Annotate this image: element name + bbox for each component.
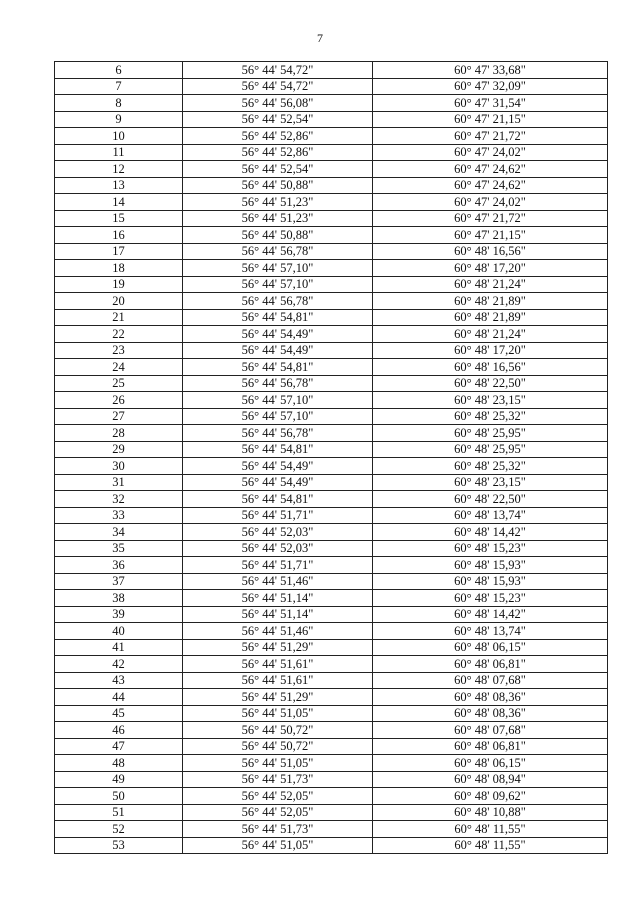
latitude-cell: 56° 44' 50,72": [183, 722, 373, 739]
longitude-cell: 60° 48' 21,89": [373, 309, 608, 326]
longitude-cell: 60° 48' 15,93": [373, 573, 608, 590]
table-row: [55, 227, 608, 244]
point-number-cell: 17: [55, 243, 183, 260]
latitude-cell: 56° 44' 54,49": [183, 458, 373, 475]
table-row: [55, 837, 608, 854]
longitude-cell: 60° 47' 21,72": [373, 210, 608, 227]
point-number-cell: 29: [55, 441, 183, 458]
table-row: [55, 639, 608, 656]
latitude-cell: 56° 44' 51,05": [183, 755, 373, 772]
longitude-cell: 60° 48' 25,32": [373, 408, 608, 425]
latitude-cell: 56° 44' 52,05": [183, 788, 373, 805]
longitude-cell: 60° 48' 13,74": [373, 623, 608, 640]
table-row: [55, 557, 608, 574]
table-row: [55, 210, 608, 227]
longitude-cell: 60° 48' 10,88": [373, 804, 608, 821]
longitude-cell: 60° 48' 25,95": [373, 425, 608, 442]
longitude-cell: 60° 48' 06,81": [373, 738, 608, 755]
latitude-cell: 56° 44' 51,29": [183, 639, 373, 656]
longitude-cell: 60° 47' 24,02": [373, 144, 608, 161]
latitude-cell: 56° 44' 54,81": [183, 491, 373, 508]
latitude-cell: 56° 44' 54,81": [183, 309, 373, 326]
table-row: [55, 458, 608, 475]
latitude-cell: 56° 44' 52,05": [183, 804, 373, 821]
latitude-cell: 56° 44' 51,14": [183, 606, 373, 623]
table-row: [55, 590, 608, 607]
latitude-cell: 56° 44' 51,71": [183, 557, 373, 574]
latitude-cell: 56° 44' 51,61": [183, 672, 373, 689]
table-row: [55, 408, 608, 425]
table-row: [55, 821, 608, 838]
longitude-cell: 60° 47' 33,68": [373, 62, 608, 79]
longitude-cell: 60° 48' 15,23": [373, 590, 608, 607]
table-row: [55, 144, 608, 161]
point-number-cell: 37: [55, 573, 183, 590]
longitude-cell: 60° 48' 25,95": [373, 441, 608, 458]
latitude-cell: 56° 44' 52,03": [183, 524, 373, 541]
latitude-cell: 56° 44' 54,81": [183, 359, 373, 376]
longitude-cell: 60° 48' 07,68": [373, 722, 608, 739]
point-number-cell: 6: [55, 62, 183, 79]
latitude-cell: 56° 44' 51,23": [183, 210, 373, 227]
point-number-cell: 18: [55, 260, 183, 277]
point-number-cell: 36: [55, 557, 183, 574]
table-row: [55, 243, 608, 260]
latitude-cell: 56° 44' 51,73": [183, 771, 373, 788]
point-number-cell: 22: [55, 326, 183, 343]
latitude-cell: 56° 44' 51,46": [183, 623, 373, 640]
table-row: [55, 111, 608, 128]
table-row: [55, 705, 608, 722]
longitude-cell: 60° 47' 21,15": [373, 111, 608, 128]
point-number-cell: 13: [55, 177, 183, 194]
table-row: [55, 78, 608, 95]
table-row: [55, 573, 608, 590]
table-row: [55, 309, 608, 326]
longitude-cell: 60° 48' 06,81": [373, 656, 608, 673]
longitude-cell: 60° 48' 17,20": [373, 342, 608, 359]
point-number-cell: 15: [55, 210, 183, 227]
point-number-cell: 9: [55, 111, 183, 128]
latitude-cell: 56° 44' 56,78": [183, 425, 373, 442]
latitude-cell: 56° 44' 56,78": [183, 293, 373, 310]
longitude-cell: 60° 48' 21,24": [373, 276, 608, 293]
table-row: [55, 95, 608, 112]
longitude-cell: 60° 48' 11,55": [373, 821, 608, 838]
point-number-cell: 49: [55, 771, 183, 788]
latitude-cell: 56° 44' 57,10": [183, 260, 373, 277]
point-number-cell: 44: [55, 689, 183, 706]
table-row: [55, 194, 608, 211]
latitude-cell: 56° 44' 54,49": [183, 326, 373, 343]
table-row: [55, 623, 608, 640]
longitude-cell: 60° 47' 21,72": [373, 128, 608, 145]
point-number-cell: 52: [55, 821, 183, 838]
point-number-cell: 41: [55, 639, 183, 656]
point-number-cell: 25: [55, 375, 183, 392]
longitude-cell: 60° 48' 08,36": [373, 705, 608, 722]
point-number-cell: 43: [55, 672, 183, 689]
longitude-cell: 60° 48' 22,50": [373, 491, 608, 508]
point-number-cell: 45: [55, 705, 183, 722]
point-number-cell: 33: [55, 507, 183, 524]
table-row: [55, 425, 608, 442]
longitude-cell: 60° 47' 24,62": [373, 161, 608, 178]
point-number-cell: 32: [55, 491, 183, 508]
longitude-cell: 60° 48' 21,24": [373, 326, 608, 343]
latitude-cell: 56° 44' 52,86": [183, 144, 373, 161]
point-number-cell: 10: [55, 128, 183, 145]
point-number-cell: 28: [55, 425, 183, 442]
latitude-cell: 56° 44' 52,54": [183, 161, 373, 178]
coordinates-table: [54, 61, 608, 854]
latitude-cell: 56° 44' 51,46": [183, 573, 373, 590]
latitude-cell: 56° 44' 57,10": [183, 392, 373, 409]
point-number-cell: 24: [55, 359, 183, 376]
latitude-cell: 56° 44' 57,10": [183, 408, 373, 425]
table-row: [55, 804, 608, 821]
point-number-cell: 20: [55, 293, 183, 310]
longitude-cell: 60° 48' 07,68": [373, 672, 608, 689]
latitude-cell: 56° 44' 56,78": [183, 243, 373, 260]
point-number-cell: 16: [55, 227, 183, 244]
table-row: [55, 177, 608, 194]
longitude-cell: 60° 48' 16,56": [373, 243, 608, 260]
table-row: [55, 474, 608, 491]
latitude-cell: 56° 44' 51,23": [183, 194, 373, 211]
latitude-cell: 56° 44' 54,49": [183, 342, 373, 359]
table-row: [55, 441, 608, 458]
table-row: [55, 276, 608, 293]
longitude-cell: 60° 48' 23,15": [373, 474, 608, 491]
latitude-cell: 56° 44' 51,05": [183, 705, 373, 722]
latitude-cell: 56° 44' 56,78": [183, 375, 373, 392]
point-number-cell: 23: [55, 342, 183, 359]
latitude-cell: 56° 44' 51,61": [183, 656, 373, 673]
longitude-cell: 60° 48' 15,93": [373, 557, 608, 574]
table-row: [55, 62, 608, 79]
point-number-cell: 38: [55, 590, 183, 607]
table-row: [55, 672, 608, 689]
point-number-cell: 51: [55, 804, 183, 821]
table-row: [55, 540, 608, 557]
longitude-cell: 60° 47' 21,15": [373, 227, 608, 244]
table-row: [55, 738, 608, 755]
table-row: [55, 392, 608, 409]
latitude-cell: 56° 44' 50,72": [183, 738, 373, 755]
longitude-cell: 60° 48' 17,20": [373, 260, 608, 277]
point-number-cell: 46: [55, 722, 183, 739]
latitude-cell: 56° 44' 51,29": [183, 689, 373, 706]
latitude-cell: 56° 44' 51,14": [183, 590, 373, 607]
table-row: [55, 755, 608, 772]
table-row: [55, 342, 608, 359]
point-number-cell: 21: [55, 309, 183, 326]
longitude-cell: 60° 48' 15,23": [373, 540, 608, 557]
point-number-cell: 34: [55, 524, 183, 541]
longitude-cell: 60° 48' 23,15": [373, 392, 608, 409]
longitude-cell: 60° 48' 08,36": [373, 689, 608, 706]
table-row: [55, 689, 608, 706]
table-row: [55, 788, 608, 805]
latitude-cell: 56° 44' 56,08": [183, 95, 373, 112]
longitude-cell: 60° 48' 08,94": [373, 771, 608, 788]
point-number-cell: 40: [55, 623, 183, 640]
latitude-cell: 56° 44' 54,72": [183, 62, 373, 79]
latitude-cell: 56° 44' 52,54": [183, 111, 373, 128]
table-row: [55, 656, 608, 673]
latitude-cell: 56° 44' 50,88": [183, 177, 373, 194]
point-number-cell: 14: [55, 194, 183, 211]
latitude-cell: 56° 44' 54,49": [183, 474, 373, 491]
table-row: [55, 606, 608, 623]
latitude-cell: 56° 44' 54,72": [183, 78, 373, 95]
point-number-cell: 53: [55, 837, 183, 854]
point-number-cell: 48: [55, 755, 183, 772]
point-number-cell: 27: [55, 408, 183, 425]
table-row: [55, 524, 608, 541]
latitude-cell: 56° 44' 51,73": [183, 821, 373, 838]
table-row: [55, 771, 608, 788]
longitude-cell: 60° 48' 22,50": [373, 375, 608, 392]
point-number-cell: 47: [55, 738, 183, 755]
point-number-cell: 7: [55, 78, 183, 95]
table-row: [55, 326, 608, 343]
point-number-cell: 39: [55, 606, 183, 623]
coordinates-table-body: [55, 62, 608, 854]
point-number-cell: 8: [55, 95, 183, 112]
table-row: [55, 293, 608, 310]
point-number-cell: 12: [55, 161, 183, 178]
table-row: [55, 260, 608, 277]
point-number-cell: 50: [55, 788, 183, 805]
latitude-cell: 56° 44' 51,71": [183, 507, 373, 524]
longitude-cell: 60° 47' 32,09": [373, 78, 608, 95]
table-row: [55, 359, 608, 376]
latitude-cell: 56° 44' 51,05": [183, 837, 373, 854]
longitude-cell: 60° 48' 21,89": [373, 293, 608, 310]
table-row: [55, 491, 608, 508]
table-row: [55, 161, 608, 178]
point-number-cell: 19: [55, 276, 183, 293]
table-row: [55, 128, 608, 145]
longitude-cell: 60° 47' 24,62": [373, 177, 608, 194]
page-number: 7: [317, 31, 323, 45]
point-number-cell: 26: [55, 392, 183, 409]
longitude-cell: 60° 48' 16,56": [373, 359, 608, 376]
point-number-cell: 31: [55, 474, 183, 491]
longitude-cell: 60° 47' 31,54": [373, 95, 608, 112]
longitude-cell: 60° 48' 14,42": [373, 524, 608, 541]
point-number-cell: 42: [55, 656, 183, 673]
longitude-cell: 60° 48' 09,62": [373, 788, 608, 805]
table-row: [55, 722, 608, 739]
longitude-cell: 60° 48' 13,74": [373, 507, 608, 524]
point-number-cell: 35: [55, 540, 183, 557]
latitude-cell: 56° 44' 54,81": [183, 441, 373, 458]
point-number-cell: 30: [55, 458, 183, 475]
longitude-cell: 60° 48' 06,15": [373, 755, 608, 772]
longitude-cell: 60° 48' 25,32": [373, 458, 608, 475]
table-row: [55, 507, 608, 524]
latitude-cell: 56° 44' 52,86": [183, 128, 373, 145]
latitude-cell: 56° 44' 57,10": [183, 276, 373, 293]
latitude-cell: 56° 44' 52,03": [183, 540, 373, 557]
longitude-cell: 60° 48' 06,15": [373, 639, 608, 656]
latitude-cell: 56° 44' 50,88": [183, 227, 373, 244]
table-row: [55, 375, 608, 392]
longitude-cell: 60° 48' 11,55": [373, 837, 608, 854]
point-number-cell: 11: [55, 144, 183, 161]
longitude-cell: 60° 47' 24,02": [373, 194, 608, 211]
longitude-cell: 60° 48' 14,42": [373, 606, 608, 623]
